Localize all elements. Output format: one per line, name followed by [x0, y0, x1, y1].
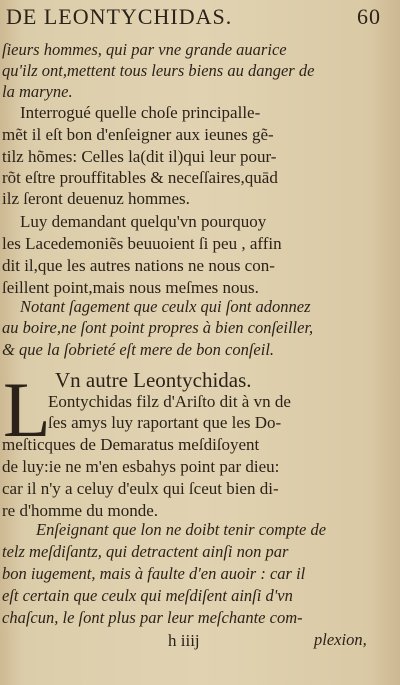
text-line: & que la ſobrieté eſt mere de bon conſeil.: [2, 340, 275, 359]
text-line: Luy demandant quelqu'vn pourquoy: [20, 212, 267, 231]
text-line: chaſcun, le ſont plus par leur meſchante com-: [2, 608, 303, 627]
signature-mark: h iiij: [168, 631, 200, 650]
text-line: meſticques de Demaratus meſdiſoyent: [2, 435, 260, 454]
text-line: Enſeignant que lon ne doibt tenir compte de: [36, 520, 327, 539]
text-line: ſes amys luy raportant que les Do-: [48, 413, 282, 432]
text-line: Notant ſagement que ceulx qui ſont adonnez: [20, 297, 311, 316]
text-line: telz meſdiſantz, qui detractent ainſi non par: [2, 542, 289, 561]
text-line: de luy:ie ne m'en esbahys point par dieu:: [2, 457, 280, 476]
section-heading: Vn autre Leontychidas.: [55, 368, 252, 392]
drop-cap: L: [3, 366, 51, 453]
text-line: les Lacedemoniẽs beuuoient ſi peu , affin: [2, 234, 282, 253]
text-line: ilz ſeront deuenuz hommes.: [2, 189, 190, 208]
text-line: dit il,que les autres nations ne nous con-: [2, 256, 275, 275]
running-title: DE LEONTYCHIDAS.: [6, 4, 233, 29]
text-line: Eontychidas filz d'Ariſto dit à vn de: [48, 392, 291, 411]
text-line: au boire,ne ſont point propres à bien conſeiller,: [2, 318, 314, 337]
text-line: re d'homme du monde.: [2, 501, 159, 520]
text-line: bon iugement, mais à faulte d'en auoir : car il: [2, 564, 306, 583]
text-line: eſt certain que ceulx qui meſdiſent ainſi d'vn: [2, 586, 293, 605]
text-line: tilz hõmes: Celles la(dit il)qui leur pour-: [2, 147, 277, 166]
text-line: mẽt il eſt bon d'enſeigner aux ieunes gẽ-: [2, 125, 274, 144]
catchword: plexion,: [314, 630, 367, 649]
text-line: car il n'y a celuy d'eulx qui ſceut bien di-: [2, 479, 279, 498]
text-line: ſeillent point,mais nous meſmes nous.: [2, 278, 259, 297]
text-line: Interrogué quelle choſe principalle-: [20, 103, 261, 122]
text-line: la maryne.: [2, 82, 73, 101]
text-line: qu'ilz ont,mettent tous leurs biens au danger de: [2, 61, 315, 80]
text-line: ſieurs hommes, qui par vne grande auarice: [2, 40, 287, 59]
folio-number: 60: [357, 4, 381, 29]
text-line: rõt eſtre prouffitables & neceſſaires,quād: [2, 168, 278, 187]
